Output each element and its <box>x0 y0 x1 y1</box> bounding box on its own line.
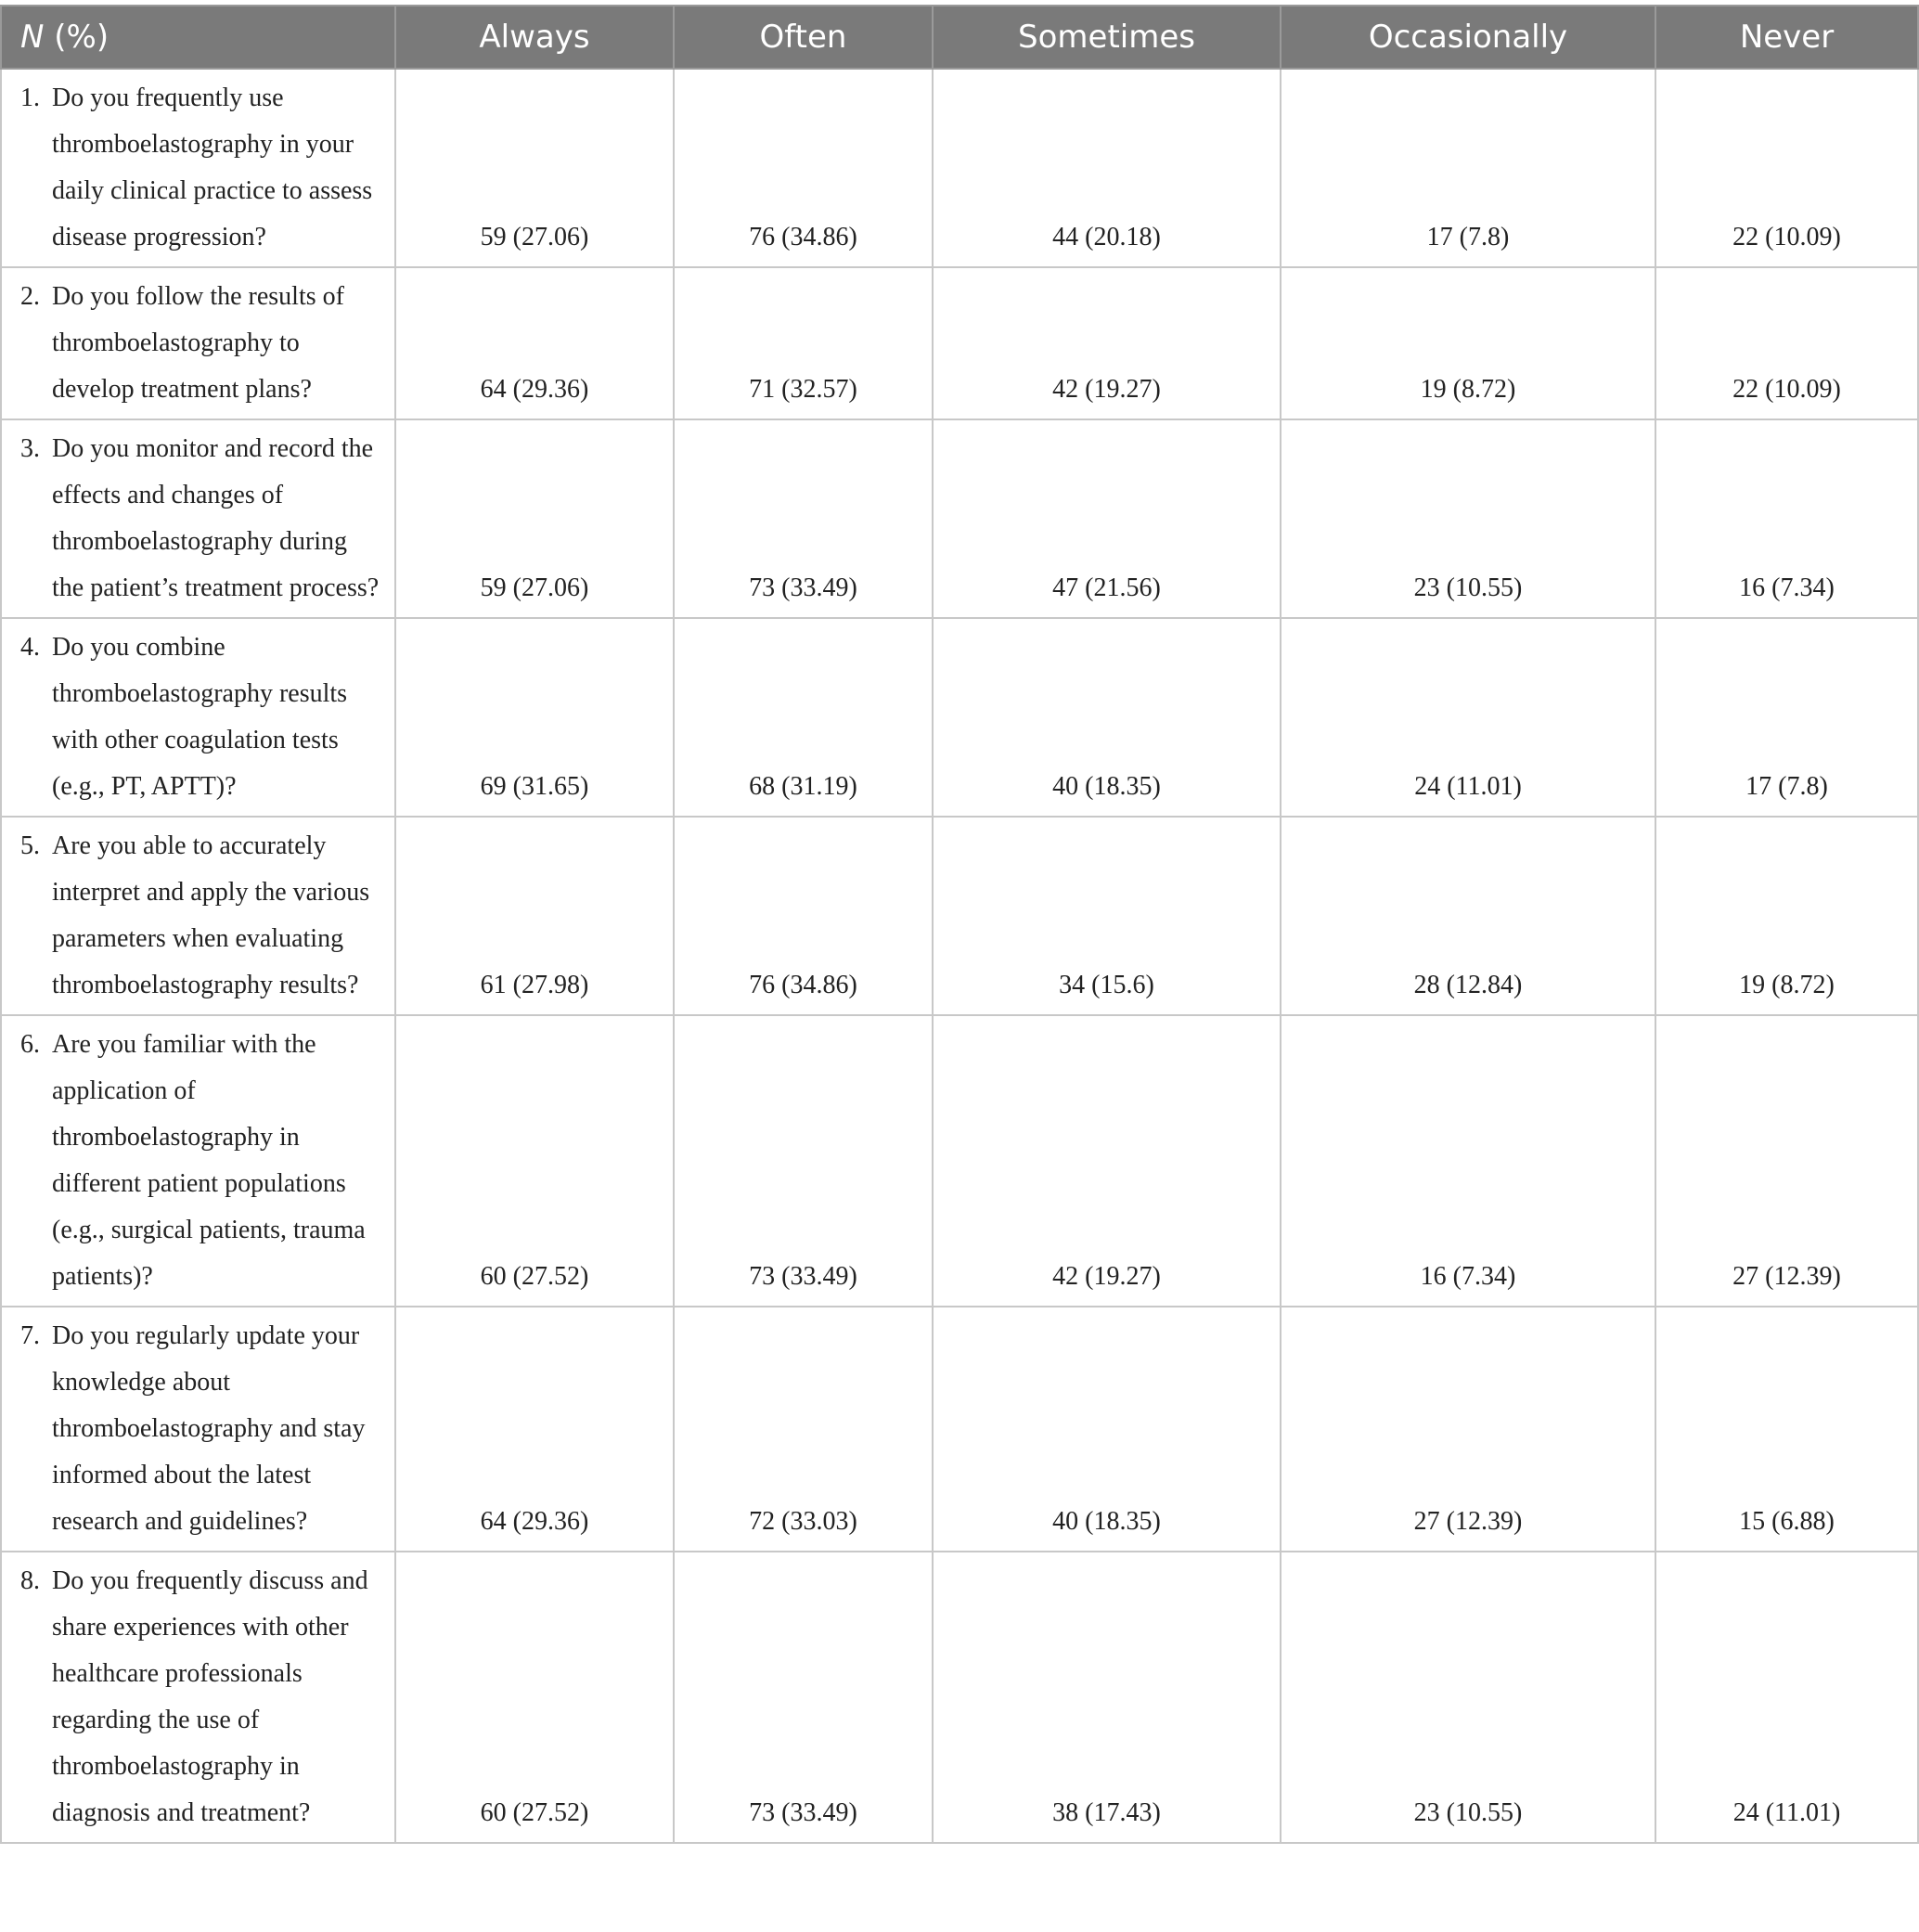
value-sometimes: 44 (20.18) <box>933 69 1281 267</box>
question-text: Do you follow the results of thromboelastography to develop treatment plans? <box>52 282 344 404</box>
value-occasionally: 17 (7.8) <box>1281 69 1655 267</box>
value-never: 17 (7.8) <box>1655 618 1918 817</box>
question-cell <box>1 419 395 618</box>
value-always: 64 (29.36) <box>395 1307 674 1552</box>
value-occasionally: 28 (12.84) <box>1281 817 1655 1015</box>
value-often: 73 (33.49) <box>674 419 933 618</box>
value-sometimes: 34 (15.6) <box>933 817 1281 1015</box>
value-often: 73 (33.49) <box>674 1552 933 1843</box>
header-row <box>1 6 1918 69</box>
question-cell <box>1 1015 395 1307</box>
question-cell <box>1 267 395 419</box>
question-cell <box>1 817 395 1015</box>
header-never: Never <box>1655 6 1918 69</box>
question-cell <box>1 618 395 817</box>
header-sometimes: Sometimes <box>933 6 1281 69</box>
value-never: 16 (7.34) <box>1655 419 1918 618</box>
header-n-italic: N <box>20 19 45 56</box>
value-always: 61 (27.98) <box>395 817 674 1015</box>
value-occasionally: 19 (8.72) <box>1281 267 1655 419</box>
value-often: 76 (34.86) <box>674 69 933 267</box>
value-often: 71 (32.57) <box>674 267 933 419</box>
table-row <box>1 817 1918 1015</box>
value-sometimes: 42 (19.27) <box>933 267 1281 419</box>
table-row <box>1 267 1918 419</box>
table-row <box>1 1307 1918 1552</box>
question-text: Are you able to accurately interpret and apply the various parameters when evaluating thromboelastography results? <box>52 831 370 999</box>
survey-results-table <box>0 5 1919 1844</box>
value-never: 22 (10.09) <box>1655 69 1918 267</box>
question-number: 7. <box>20 1321 40 1350</box>
question-text: Do you combine thromboelastography results with other coagulation tests (e.g., PT, APTT)? <box>52 633 348 801</box>
value-never: 22 (10.09) <box>1655 267 1918 419</box>
value-always: 64 (29.36) <box>395 267 674 419</box>
value-always: 69 (31.65) <box>395 618 674 817</box>
value-sometimes: 40 (18.35) <box>933 1307 1281 1552</box>
table-row <box>1 69 1918 267</box>
value-often: 72 (33.03) <box>674 1307 933 1552</box>
question-number: 1. <box>20 84 40 112</box>
value-sometimes: 42 (19.27) <box>933 1015 1281 1307</box>
table-row <box>1 419 1918 618</box>
value-always: 59 (27.06) <box>395 69 674 267</box>
question-cell <box>1 1552 395 1843</box>
value-never: 15 (6.88) <box>1655 1307 1918 1552</box>
question-text: Do you monitor and record the effects and changes of thromboelastography during the patient’s treatment process? <box>52 434 380 602</box>
value-occasionally: 27 (12.39) <box>1281 1307 1655 1552</box>
question-text: Do you regularly update your knowledge about thromboelastography and stay informed about the latest research and guidelines? <box>52 1321 366 1536</box>
question-cell <box>1 69 395 267</box>
table-row <box>1 1552 1918 1843</box>
value-sometimes: 40 (18.35) <box>933 618 1281 817</box>
header-n-rest: (%) <box>44 19 109 56</box>
value-occasionally: 23 (10.55) <box>1281 419 1655 618</box>
question-cell <box>1 1307 395 1552</box>
question-number: 5. <box>20 831 40 860</box>
value-always: 60 (27.52) <box>395 1552 674 1843</box>
table-row <box>1 1015 1918 1307</box>
header-occasionally: Occasionally <box>1281 6 1655 69</box>
value-always: 59 (27.06) <box>395 419 674 618</box>
question-number: 6. <box>20 1030 40 1059</box>
question-text: Are you familiar with the application of thromboelastography in different patient populations (e.g., surgical patients, trauma patients)? <box>52 1030 366 1291</box>
value-often: 76 (34.86) <box>674 817 933 1015</box>
value-never: 27 (12.39) <box>1655 1015 1918 1307</box>
question-number: 4. <box>20 633 40 662</box>
header-n-percent <box>1 6 395 69</box>
question-number: 8. <box>20 1566 40 1595</box>
value-often: 73 (33.49) <box>674 1015 933 1307</box>
value-sometimes: 47 (21.56) <box>933 419 1281 618</box>
value-occasionally: 16 (7.34) <box>1281 1015 1655 1307</box>
question-text: Do you frequently discuss and share experiences with other healthcare professionals regarding the use of thromboelastography in diagnosis and treatment? <box>52 1566 368 1827</box>
value-occasionally: 24 (11.01) <box>1281 618 1655 817</box>
question-text: Do you frequently use thromboelastography in your daily clinical practice to assess disease progression? <box>52 84 373 251</box>
value-sometimes: 38 (17.43) <box>933 1552 1281 1843</box>
question-number: 2. <box>20 282 40 311</box>
table-row <box>1 618 1918 817</box>
header-often: Often <box>674 6 933 69</box>
value-never: 19 (8.72) <box>1655 817 1918 1015</box>
header-always: Always <box>395 6 674 69</box>
value-often: 68 (31.19) <box>674 618 933 817</box>
value-always: 60 (27.52) <box>395 1015 674 1307</box>
value-occasionally: 23 (10.55) <box>1281 1552 1655 1843</box>
value-never: 24 (11.01) <box>1655 1552 1918 1843</box>
question-number: 3. <box>20 434 40 463</box>
